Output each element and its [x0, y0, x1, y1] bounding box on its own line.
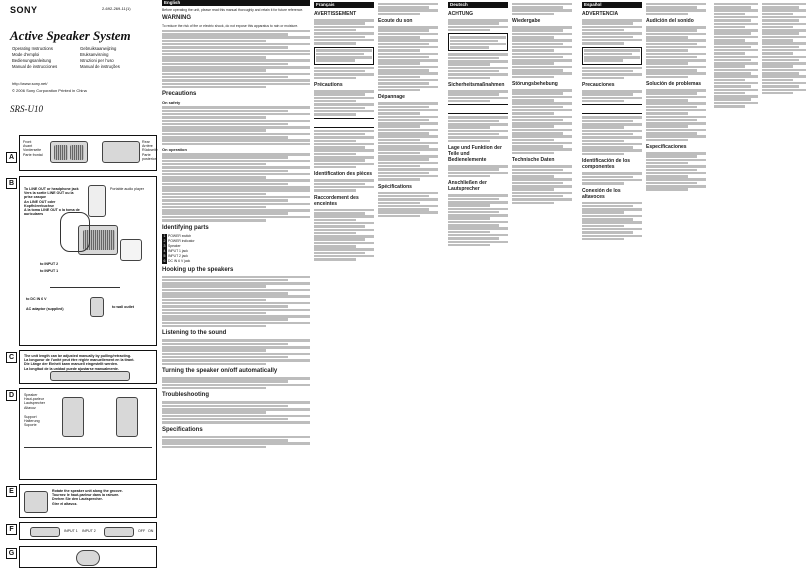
- part-number: 2-692-269-11(1): [102, 6, 131, 11]
- part-item: POWER switch: [168, 233, 192, 238]
- multilingual-text-area: [314, 2, 806, 571]
- manual-item: Bruksanvisning: [80, 52, 109, 57]
- brand-logo: SONY: [10, 5, 38, 15]
- french-heading-listening: Ecoute du son: [378, 18, 413, 25]
- german-heading-specifications: Technische Daten: [512, 157, 555, 164]
- callout-input-2-f: INPUT 2: [82, 529, 96, 533]
- manual-list-left: [12, 46, 57, 70]
- figure-label-a: A: [6, 152, 17, 163]
- copyright: © 2006 Sony Corporation Printed in China: [12, 88, 87, 93]
- french-column-2: [378, 2, 438, 571]
- switch-panel-image-2: [104, 527, 134, 537]
- english-parts-list: 1 POWER switch 2 POWER indicator 3 Speaker 4 INPUT 1 jack 5 INPUT 2 jack 6 DC IN 6 V jack: [163, 233, 195, 263]
- spanish-heading-precautions: Precauciones: [582, 82, 615, 89]
- english-troubleshooting-title: Troubleshooting: [162, 392, 209, 399]
- speaker-round-image: [76, 550, 100, 566]
- callout-input-1-f: INPUT 1: [64, 529, 78, 533]
- figure-label-d: D: [6, 390, 17, 401]
- speaker-front-image: [50, 141, 88, 163]
- part-item: INPUT 2 jack: [168, 253, 188, 258]
- figure-f: [19, 522, 157, 540]
- callout-input-2: to INPUT 2: [40, 262, 59, 266]
- figure-e: [19, 484, 157, 518]
- figure-label-c: C: [6, 352, 17, 363]
- part-item: INPUT 1 jack: [168, 248, 188, 253]
- website-url: http://www.sony.net/: [12, 81, 48, 86]
- callout-off: OFF: [138, 529, 146, 533]
- english-listening-title: Listening to the sound: [162, 330, 227, 337]
- spanish-heading-warning: ADVERTENCIA: [582, 11, 619, 18]
- german-column-1: [448, 2, 508, 571]
- french-heading-warning: AVERTISSEMENT: [314, 11, 357, 18]
- spanish-column-2: [646, 2, 706, 571]
- figures-column: [6, 0, 158, 573]
- german-heading-playback: Wiedergabe: [512, 18, 541, 25]
- speaker-stand-image: [116, 397, 138, 437]
- callout-length-adjust: The unit length can be adjusted manually by pulling/retracting. La longueur de l’unité peut être réglée manuellement en la tirant. Die Länge der Einheit kann manuell eingestellt werden. La longitud de la unidad puede ajustarse manualmente.: [24, 354, 135, 371]
- callout-input-1: to INPUT 1: [40, 269, 59, 273]
- german-heading-safety: Sicherheitsmaßnahmen: [448, 82, 505, 89]
- figure-b: [19, 176, 157, 346]
- part-item: Speaker: [168, 243, 181, 248]
- spanish-heading-troubleshooting: Solución de problemas: [646, 81, 702, 88]
- callout-wall-outlet: to wall outlet: [112, 305, 134, 309]
- english-on-safety: On safety: [162, 100, 181, 106]
- part-item: DC IN 6 V jack: [168, 258, 191, 263]
- french-heading-troubleshooting: Dépannage: [378, 94, 405, 101]
- spanish-heading-parts: Identificación de los componentes: [582, 158, 631, 171]
- model-number: SRS-U10: [10, 104, 43, 114]
- figure-a: [19, 135, 157, 171]
- manual-list-right: [80, 46, 120, 70]
- callout-support: Support Halterung Soporte: [24, 415, 40, 428]
- spanish-language-bar: Español: [582, 2, 642, 8]
- callout-speaker: Speaker Haut-parleur Lautsprecher Altavoz: [24, 393, 45, 410]
- figure-d: [19, 388, 157, 480]
- speaker-side-image: [62, 397, 84, 437]
- manual-item: Manual de instruções: [80, 64, 120, 69]
- german-heading-warning: ACHTUNG: [448, 11, 473, 18]
- english-warning-text: To reduce the risk of fire or electric shock, do not expose this apparatus to rain or moisture.: [162, 24, 299, 29]
- figure-c: [19, 350, 157, 384]
- german-heading-parts: Lage und Funktion der Teile und Bedienelemente: [448, 145, 502, 164]
- speaker-extended-image: [50, 371, 130, 381]
- spanish-heading-listening: Audición del sonido: [646, 18, 694, 25]
- spanish-heading-connection: Conexión de los altavoces: [582, 187, 621, 200]
- german-language-bar: Deutsch: [448, 2, 508, 8]
- figure-label-b: B: [6, 178, 17, 189]
- callout-rear: Rear Arrière Rückseite Parte posterior: [142, 140, 158, 161]
- callout-line-out: To LINE OUT or headphone jack Vers la sortie LINE OUT ou la prise casque An LINE OUT oder Kopfhörerbuchse A la toma LINE OUT o la toma de auriculares: [24, 187, 80, 217]
- manual-item: Bedienungsanleitung: [12, 58, 52, 63]
- manual-item: Manual de instrucciones: [12, 64, 58, 69]
- french-language-bar: Français: [314, 2, 374, 8]
- callout-on: ON: [148, 529, 154, 533]
- german-heading-connection: Anschließen der Lautsprecher: [448, 180, 487, 193]
- ac-adaptor-image: [90, 297, 104, 317]
- manual-item: Operating Instructions: [12, 46, 53, 51]
- english-specifications-title: Specifications: [162, 426, 203, 433]
- spanish-heading-specifications: Especificaciones: [646, 144, 687, 151]
- callout-front: Front Avant Vorderseite Parte frontal: [23, 140, 43, 157]
- spanish-column-1: [582, 2, 642, 571]
- french-heading-precautions: Précautions: [314, 82, 343, 89]
- french-heading-identification: Identification des pièces: [314, 171, 373, 178]
- figure-label-e: E: [6, 486, 17, 497]
- document-title: Active Speaker System: [10, 28, 131, 43]
- callout-rotate: Rotate the speaker unit along the groove. Tournez le haut-parleur dans la rainure. Drehen Sie den Lautsprecher. Gire el altavoz.: [52, 489, 123, 506]
- french-heading-connection: Raccordement des enceintes: [314, 194, 359, 207]
- manual-item: Mode d’emploi: [12, 52, 40, 57]
- figure-label-g: G: [6, 548, 17, 559]
- computer-image: [120, 239, 142, 261]
- french-heading-specifications: Spécifications: [378, 183, 412, 190]
- german-column-2: [512, 2, 572, 571]
- right-partial-column-1: [714, 2, 758, 571]
- manual-item: Istruzioni per l’uso: [80, 58, 114, 63]
- english-warning-title: WARNING: [162, 15, 191, 22]
- switch-panel-image: [30, 527, 60, 537]
- english-intro: Before operating the unit, please read this manual thoroughly and retain it for future reference.: [162, 8, 304, 13]
- english-turning-title: Turning the speaker on/off automatically: [162, 368, 278, 375]
- speaker-rear-image: [102, 141, 140, 163]
- right-partial-column-2: [762, 2, 806, 571]
- figure-g: [19, 546, 157, 568]
- english-on-operation: On operation: [162, 147, 187, 153]
- portable-player-image: [88, 185, 106, 217]
- german-heading-troubleshooting: Störungsbehebung: [512, 81, 558, 88]
- manual-item: Gebruiksaanwijzing: [80, 46, 117, 51]
- speaker-rotate-image: [24, 491, 48, 513]
- french-column-1: [314, 2, 374, 571]
- english-language-bar: English: [162, 0, 310, 6]
- english-precautions-title: Precautions: [162, 91, 197, 98]
- part-item: POWER indicator: [168, 238, 195, 243]
- figure-label-f: F: [6, 524, 17, 535]
- callout-ac-adaptor: AC adaptor (supplied): [26, 307, 64, 311]
- english-identifying-title: Identifying parts: [162, 224, 209, 231]
- callout-dc-in: to DC IN 6 V: [26, 297, 47, 301]
- english-hooking-title: Hooking up the speakers: [162, 266, 234, 273]
- callout-portable-player: Portable audio player: [110, 187, 144, 191]
- english-column: [162, 0, 310, 573]
